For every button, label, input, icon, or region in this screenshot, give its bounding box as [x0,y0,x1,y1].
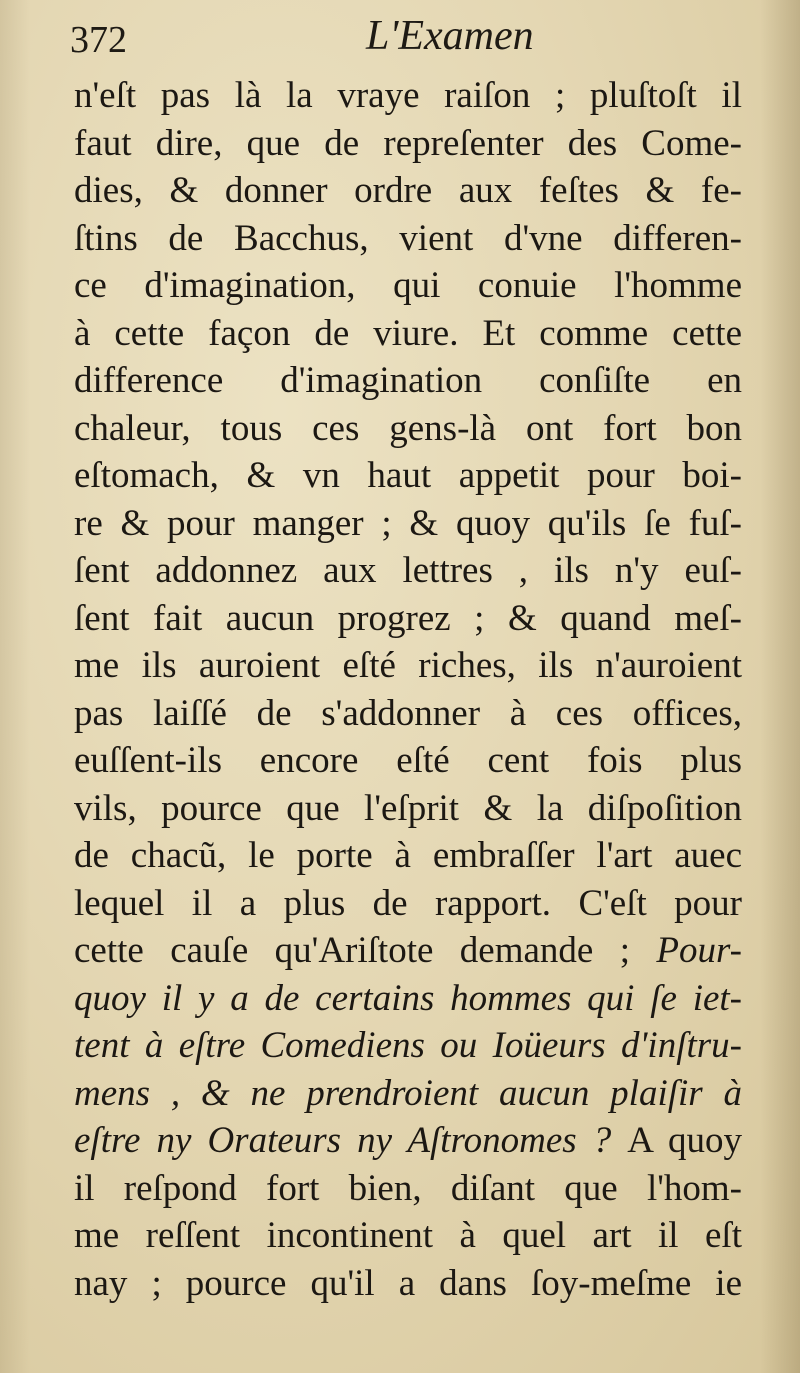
text-run-roman: A quoy [627,1120,742,1161]
italic-quote-line: tent à eſtre Comediens ou Ioüeurs d'inſtru- [74,1025,742,1066]
text-run-italic: eſtre ny Orateurs ny Aſtronomes ? [74,1120,628,1161]
text-line-mixed [74,927,742,975]
text-line: ſent addonnez aux lettres , ils n'y euſ- [74,550,742,591]
italic-quote-line: quoy il y a de certains hommes qui ſe iet- [74,977,742,1019]
text-line: de chacũ, le porte à embraſſer l'art auec [74,835,742,876]
text-line: à cette façon de viure. Et comme cette [74,312,742,354]
text-line: ſent fait aucun progrez ; & quand meſ- [74,597,742,639]
text-line: pas laiſſé de s'addonner à ces offices, [74,692,742,734]
text-line: lequel il a plus de rapport. C'eſt pour [74,882,742,924]
text-line: re & pour manger ; & quoy qu'ils ſe fuſ- [74,502,742,544]
text-line: nay ; pource qu'il a dans ſoy-meſme ie [74,1262,742,1304]
body-text [74,72,742,1307]
text-line: me ils auroient eſté riches, ils n'auroient [74,645,742,686]
text-line: ſtins de Bacchus, vient d'vne differen- [74,217,742,259]
page-edge-shadow [760,0,800,1373]
text-line: faut dire, que de repreſenter des Come- [74,122,742,164]
text-line: il reſpond fort bien, diſant que l'hom- [74,1167,742,1209]
page-gutter-shadow [0,0,30,1373]
page-number: 372 [70,19,127,61]
text-line: vils, pource que l'eſprit & la diſpoſition [74,787,742,829]
text-line: difference d'imagination conſiſte en [74,360,742,401]
text-line: euſſent-ils encore eſté cent fois plus [74,740,742,781]
page-header [70,12,750,68]
text-run-roman: cette cauſe qu'Ariſtote demande ; [74,930,657,971]
text-line: me reſſent incontinent à quel art il eſt [74,1215,742,1256]
text-line: n'eſt pas là la vraye raiſon ; pluſtoſt il [74,75,742,116]
running-title: L'Examen [366,13,534,59]
italic-quote-line: mens , & ne prendroient aucun plaiſir à [74,1072,742,1114]
text-line: ce d'imagination, qui conuie l'homme [74,265,742,306]
text-line-mixed [74,1117,742,1165]
text-run-italic: Pour- [656,930,742,971]
text-line: eſtomach, & vn haut appetit pour boi- [74,455,742,496]
text-line: dies, & donner ordre aux feſtes & fe- [74,170,742,211]
text-line: chaleur, tous ces gens-là ont fort bon [74,407,742,449]
